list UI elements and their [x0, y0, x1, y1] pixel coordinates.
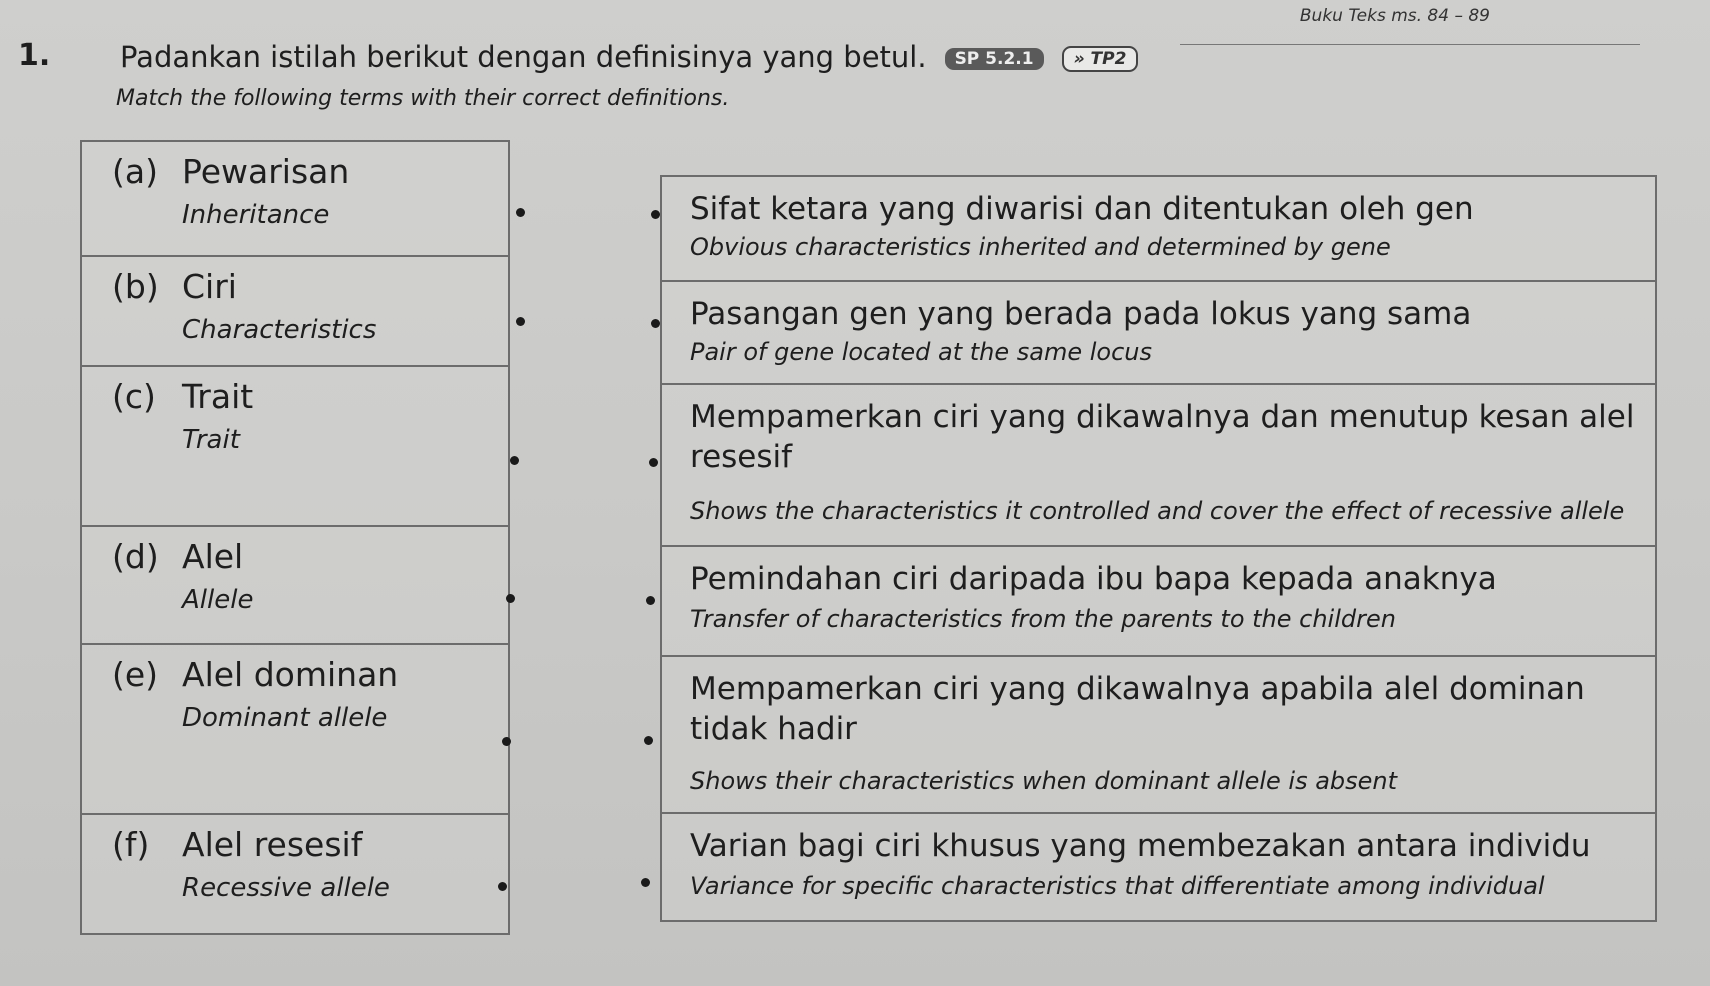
definition-en: Obvious characteristics inherited and determined by gene [690, 233, 1391, 261]
definitions-column [660, 175, 1657, 922]
term-ms: Trait [182, 377, 254, 416]
term-cell [82, 815, 508, 933]
term-letter: (c) [112, 377, 156, 416]
term-match-dot[interactable] [516, 317, 525, 326]
definition-match-dot[interactable] [649, 458, 658, 467]
definition-match-dot[interactable] [651, 319, 660, 328]
definition-en: Pair of gene located at the same locus [690, 338, 1153, 366]
question-text-ms [120, 40, 1138, 74]
definition-cell [662, 385, 1655, 547]
term-label [112, 655, 398, 694]
term-en: Trait [182, 425, 240, 455]
definition-ms: Pasangan gen yang berada pada lokus yang sama [690, 296, 1472, 332]
term-match-dot[interactable] [510, 456, 519, 465]
term-en: Allele [182, 585, 254, 615]
definition-match-dot[interactable] [641, 878, 650, 887]
term-en: Recessive allele [182, 873, 390, 903]
definition-ms: Sifat ketara yang diwarisi dan ditentukan oleh gen [690, 191, 1474, 227]
definition-match-dot[interactable] [644, 736, 653, 745]
term-letter: (b) [112, 267, 159, 306]
definition-en: Shows the characteristics it controlled and cover the effect of recessive allele [690, 497, 1625, 525]
term-cell [82, 257, 508, 367]
definition-match-dot[interactable] [651, 210, 660, 219]
term-cell [82, 645, 508, 815]
term-en: Dominant allele [182, 703, 388, 733]
definition-ms: Pemindahan ciri daripada ibu bapa kepada anaknya [690, 561, 1497, 597]
question-number: 1. [18, 38, 51, 73]
term-en: Characteristics [182, 315, 377, 345]
term-letter: (d) [112, 537, 159, 576]
definition-cell [662, 177, 1655, 282]
definition-en: Shows their characteristics when dominant allele is absent [690, 767, 1398, 795]
definition-cell [662, 547, 1655, 657]
term-cell [82, 367, 508, 527]
term-match-dot[interactable] [506, 594, 515, 603]
textbook-reference: Buku Teks ms. 84 – 89 [1299, 6, 1490, 26]
tp-badge: » TP2 [1062, 46, 1139, 72]
terms-column [80, 140, 510, 935]
term-ms: Alel dominan [182, 655, 399, 694]
term-cell [82, 142, 508, 257]
term-cell [82, 527, 508, 645]
term-ms: Alel [182, 537, 244, 576]
term-label [112, 377, 253, 416]
term-en: Inheritance [182, 200, 330, 230]
definition-match-dot[interactable] [646, 596, 655, 605]
term-label [112, 267, 237, 306]
question-text: Padankan istilah berikut dengan definisinya yang betul. [120, 40, 927, 74]
term-match-dot[interactable] [516, 208, 525, 217]
term-letter: (a) [112, 152, 158, 191]
sp-badge: SP 5.2.1 [945, 48, 1044, 70]
definition-en: Transfer of characteristics from the parents to the children [690, 605, 1396, 633]
term-label [112, 825, 362, 864]
term-letter: (e) [112, 655, 159, 694]
definition-cell [662, 814, 1655, 920]
term-label [112, 152, 349, 191]
definition-en: Variance for specific characteristics that differentiate among individual [690, 872, 1545, 900]
term-letter: (f) [112, 825, 150, 864]
header-rule [1180, 44, 1640, 45]
definition-cell [662, 282, 1655, 385]
term-match-dot[interactable] [498, 882, 507, 891]
term-ms: Ciri [182, 267, 237, 306]
definition-ms: Varian bagi ciri khusus yang membezakan antara individu [690, 828, 1591, 864]
definition-cell [662, 657, 1655, 814]
term-match-dot[interactable] [502, 737, 511, 746]
question-text-en: Match the following terms with their correct definitions. [116, 86, 730, 111]
term-ms: Alel resesif [182, 825, 363, 864]
term-ms: Pewarisan [182, 152, 350, 191]
definition-ms: Mempamerkan ciri yang dikawalnya apabila alel dominan tidak hadir [690, 671, 1585, 748]
term-label [112, 537, 243, 576]
definition-ms: Mempamerkan ciri yang dikawalnya dan menutup kesan alel resesif [690, 399, 1635, 476]
